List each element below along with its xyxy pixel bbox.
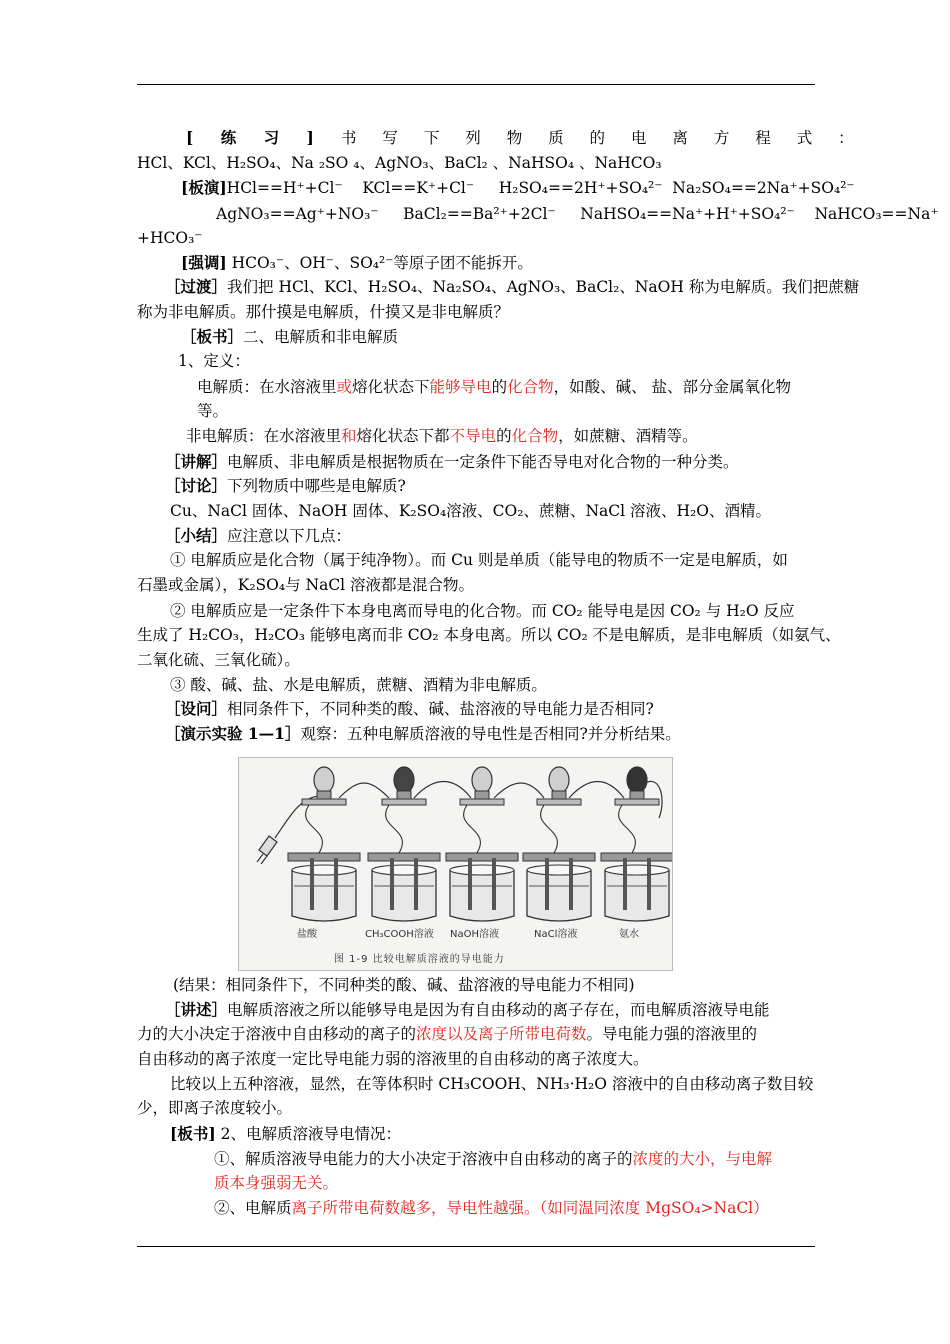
bulb-socket (397, 791, 411, 799)
bulb-icon (627, 767, 647, 793)
electrode-left (390, 858, 394, 910)
electrolyte-a: 电解质：在水溶液里 (197, 378, 337, 396)
electrode-right (334, 858, 338, 910)
definition-heading: 1、定义： (178, 352, 250, 370)
board2-item2 (214, 1198, 769, 1218)
emphasis-line (181, 253, 533, 273)
bulb-socket (630, 791, 644, 799)
non-electrolyte-e: 的 (496, 427, 512, 445)
electrode-right (414, 858, 418, 910)
electrode-left (545, 858, 549, 910)
lecture-l2c: 。导电能力强的溶液里的 (586, 1025, 758, 1043)
bulb-icon (394, 767, 414, 793)
electrode-bar (601, 853, 672, 861)
demo-line (165, 724, 681, 744)
lecture-l2a: 力的大小决定于溶液中自由移动的离子的 (137, 1025, 417, 1043)
board2-item1 (214, 1149, 772, 1169)
practice-formulas: HCl、KCl、H₂SO₄、Na ₂SO ₄、AgNO₃、BaCl₂ 、NaHSO₄ 、NaHCO₃ (137, 154, 662, 172)
board2-line (170, 1124, 401, 1144)
board2-i2b: 离子所带电荷数越多，导电性越强。（如同温同浓度 MgSO₄>NaCl） (291, 1199, 769, 1217)
board-demo-line2: AgNO₃==Ag⁺+NO₃⁻ BaCl₂==Ba²⁺+2Cl⁻ NaHSO₄==Na⁺+H⁺+SO₄²⁻ NaHCO₃==Na⁺ (216, 205, 939, 223)
discuss-text: 下列物质中哪些是电解质? (227, 477, 406, 495)
lecture-line1 (165, 1000, 770, 1020)
electrolyte-b: 或 (336, 378, 353, 396)
wire (306, 805, 323, 853)
beaker-rim (450, 865, 514, 875)
bulb-base (460, 799, 504, 805)
electrolyte-g: ，如酸、碱、 盐、部分金属氧化物 (553, 378, 792, 396)
bulb-socket (475, 791, 489, 799)
beaker-icon (292, 870, 356, 921)
conductivity-figure (238, 757, 673, 971)
beaker-icon (450, 870, 514, 921)
electrolyte-d: 能够导电 (429, 378, 492, 396)
bottom-rule (137, 1246, 815, 1247)
figure-label-2: NaOH溶液 (450, 929, 499, 940)
board1-line (181, 327, 398, 347)
board1-tag: ［板书］ (181, 327, 244, 346)
bulb-base (382, 799, 426, 805)
top-rule (137, 84, 815, 85)
summary-text: 应注意以下几点： (227, 527, 352, 545)
bulb-icon (472, 767, 492, 793)
non-electrolyte-c: 熔化状态下都 (356, 427, 450, 445)
electrolyte-def (197, 377, 791, 397)
electrode-right (569, 858, 573, 910)
discuss-line (165, 476, 406, 496)
electrode-bar (446, 853, 518, 861)
summary-p2-l2: 生成了 H₂CO₃，H₂CO₃ 能够电离而非 CO₂ 本身电离。所以 CO₂ 不是电解质，是非电解质（如氨气、 (137, 626, 841, 644)
lecture-tag: ［讲述］ (165, 1000, 228, 1019)
board-demo-eq1: HCl==H⁺+Cl⁻ KCl==K⁺+Cl⁻ H₂SO₄==2H⁺+SO₄²⁻ Na₂SO₄==2Na⁺+SO₄²⁻ (226, 179, 855, 197)
figure-label-3: NaCl溶液 (534, 929, 578, 940)
bulb-base (302, 799, 346, 805)
transition-line2: 称为非电解质。那什摸是电解质，什摸又是非电解质？ (137, 303, 510, 321)
practice-tag: [ 练 习 ] (186, 128, 325, 147)
electrode-left (310, 858, 314, 910)
figure-label-4: 氨水 (619, 929, 639, 940)
practice-title-line (186, 128, 865, 148)
lecture-line2 (137, 1024, 757, 1044)
board2-i1b: 浓度的大小，与电解 (632, 1150, 773, 1168)
board1-text: 二、电解质和非电解质 (243, 328, 399, 346)
bulb-base (537, 799, 581, 805)
beaker-rim (292, 865, 356, 875)
figure-label-0: 盐酸 (297, 929, 317, 940)
compare-line2: 少，即离子浓度较小。 (137, 1099, 293, 1117)
electrolyte-def-cont: 等。 (197, 402, 229, 420)
electrode-right (647, 858, 651, 910)
demo-text: 观察：五种电解质溶液的导电性是否相同?并分析结果。 (300, 725, 681, 743)
bulb-icon (314, 767, 334, 793)
emphasis-text: HCO₃⁻、OH⁻、SO₄²⁻等原子团不能拆开。 (226, 254, 533, 272)
transition-line1 (165, 277, 859, 297)
figure-label-1: CH₃COOH溶液 (365, 929, 434, 940)
electrode-left (623, 858, 627, 910)
board2-tag: [板书] (170, 1124, 216, 1143)
explain-line (165, 452, 739, 472)
beaker-rim (605, 865, 669, 875)
summary-p3: ③ 酸、碱、盐、水是电解质，蔗糖、酒精为非电解质。 (170, 676, 547, 694)
question-line (165, 699, 654, 719)
question-tag: ［设问］ (165, 699, 228, 718)
summary-p2-l1: ② 电解质应是一定条件下本身电离而导电的化合物。而 CO₂ 能导电是因 CO₂ 与 H₂O 反应 (170, 602, 795, 620)
electrolyte-c: 熔化状态下 (352, 378, 430, 396)
wire (541, 805, 558, 853)
electrode-left (468, 858, 472, 910)
question-text: 相同条件下，不同种类的酸、碱、盐溶液的导电能力是否相同? (227, 700, 654, 718)
transition-tag: ［过渡］ (165, 277, 228, 296)
lecture-line3: 自由移动的离子浓度一定比导电能力弱的溶液里的自由移动的离子浓度大。 (137, 1050, 649, 1068)
result-line: (结果：相同条件下，不同种类的酸、碱、盐溶液的导电能力不相同) (173, 976, 635, 994)
beaker-icon (372, 870, 436, 921)
lecture-l1: 电解质溶液之所以能够导电是因为有自由移动的离子存在，而电解质溶液导电能 (227, 1001, 770, 1019)
board2-text: 2、电解质溶液导电情况： (215, 1125, 401, 1143)
lecture-l2b: 浓度以及离子所带电荷数 (416, 1025, 587, 1043)
demo-tag: ［演示实验 1—1］ (165, 724, 301, 743)
board-demo-line3: +HCO₃⁻ (137, 229, 203, 247)
explain-tag: ［讲解］ (165, 452, 228, 471)
non-electrolyte-d: 不导电 (449, 427, 497, 445)
beaker-rim (372, 865, 436, 875)
explain-text: 电解质、非电解质是根据物质在一定条件下能否导电对化合物的一种分类。 (227, 453, 739, 471)
board-demo-tag: [板演] (181, 178, 227, 197)
non-electrolyte-b: 和 (341, 427, 357, 445)
board2-i1a: ①、解质溶液导电能力的大小决定于溶液中自由移动的离子的 (214, 1150, 633, 1168)
electrode-bar (288, 853, 360, 861)
non-electrolyte-f: 化合物 (511, 427, 559, 445)
summary-tag: ［小结］ (165, 526, 228, 545)
electrode-bar (368, 853, 440, 861)
discuss-tag: ［讨论］ (165, 476, 228, 495)
beaker-rim (527, 865, 591, 875)
practice-title: 书 写 下 列 物 质 的 电 离 方 程 式 ： (341, 129, 865, 147)
wire (619, 805, 636, 853)
beaker-icon (527, 870, 591, 921)
bulb-base (615, 799, 659, 805)
electrode-right (492, 858, 496, 910)
transition-text1: 我们把 HCl、KCl、H₂SO₄、Na₂SO₄、AgNO₃、BaCl₂、NaOH 称为电解质。我们把蔗糖 (227, 278, 860, 296)
electrode-bar (523, 853, 595, 861)
bulb-socket (552, 791, 566, 799)
beaker-icon (605, 870, 669, 921)
bulb-socket (317, 791, 331, 799)
summary-line (165, 526, 351, 546)
compare-line1: 比较以上五种溶液，显然，在等体积时 CH₃COOH、NH₃·H₂O 溶液中的自由移动离子数目较 (170, 1075, 814, 1093)
emphasis-tag: [强调] (181, 253, 227, 272)
board2-item1-cont: 质本身强弱无关。 (214, 1174, 339, 1192)
figure-caption: 图 1-9 比较电解质溶液的导电能力 (334, 954, 505, 965)
electrolyte-f: 化合物 (507, 378, 554, 396)
board2-i2a: ②、电解质 (214, 1199, 292, 1217)
electrolyte-e: 的 (491, 378, 508, 396)
wire (386, 805, 403, 853)
non-electrolyte-a: 非电解质：在水溶液里 (186, 427, 342, 445)
wire (464, 805, 481, 853)
non-electrolyte-g: ，如蔗糖、酒精等。 (558, 427, 698, 445)
summary-p1-l1: ① 电解质应是化合物（属于纯净物）。而 Cu 则是单质（能导电的物质不一定是电解质，如 (170, 551, 788, 569)
non-electrolyte-def (186, 426, 698, 446)
board-demo-line1 (181, 178, 855, 198)
bulb-icon (549, 767, 569, 793)
discuss-items: Cu、NaCl 固体、NaOH 固体、K₂SO₄溶液、CO₂、蔗糖、NaCl 溶液、H₂O、酒精。 (170, 502, 771, 520)
summary-p1-l2: 石墨或金属），K₂SO₄与 NaCl 溶液都是混合物。 (137, 576, 475, 594)
summary-p2-l3: 二氧化硫、三氧化硫）。 (137, 651, 300, 669)
